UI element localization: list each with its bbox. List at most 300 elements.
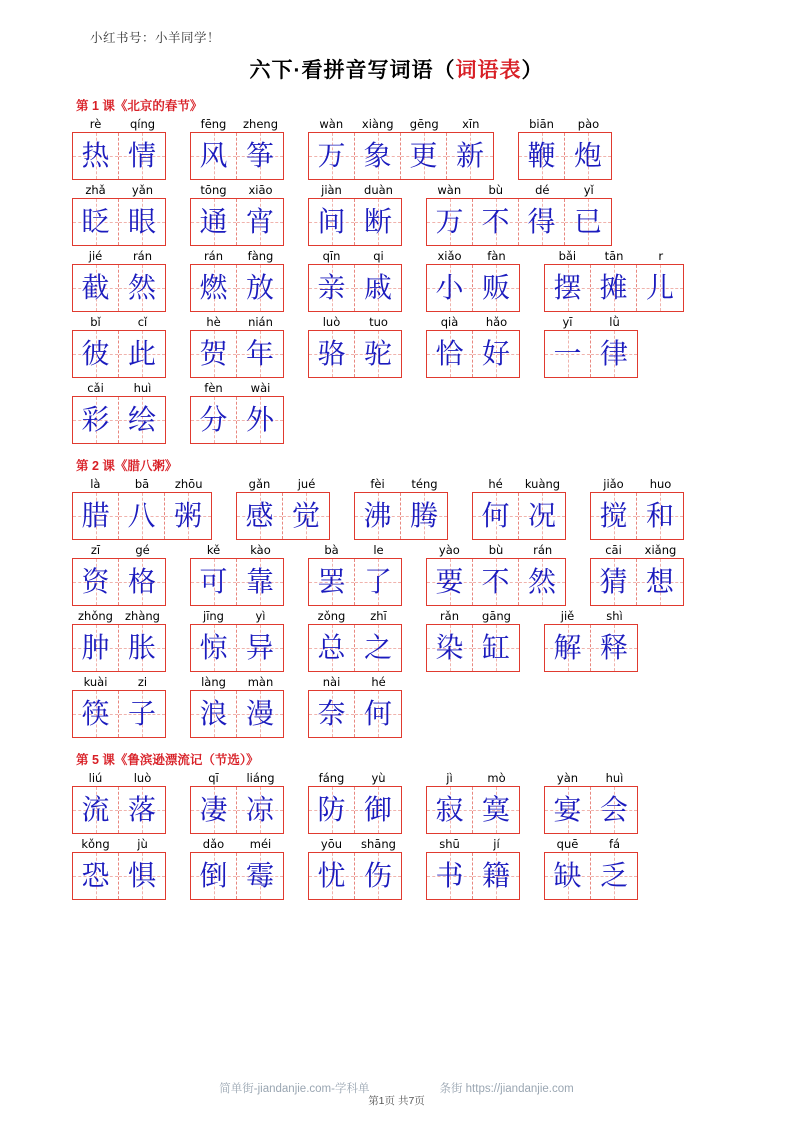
pinyin-syllable: kào bbox=[250, 543, 271, 557]
lesson-block bbox=[48, 96, 745, 444]
character-cell[interactable] bbox=[119, 691, 165, 737]
pinyin-syllable: yàn bbox=[556, 771, 579, 785]
character-cell[interactable] bbox=[119, 787, 165, 833]
character-cell[interactable] bbox=[73, 787, 119, 833]
pinyin-syllable: jié bbox=[88, 249, 103, 263]
character-cell[interactable] bbox=[191, 331, 237, 377]
character-glyph: 分 bbox=[199, 403, 228, 436]
word-row bbox=[48, 770, 745, 834]
pinyin-syllable: hǎo bbox=[485, 315, 508, 329]
character-cell[interactable] bbox=[73, 199, 119, 245]
character-cell[interactable] bbox=[519, 133, 565, 179]
character-cell[interactable] bbox=[237, 853, 283, 899]
character-cell[interactable] bbox=[309, 691, 355, 737]
pinyin-line bbox=[72, 770, 166, 786]
character-glyph: 通 bbox=[199, 205, 228, 238]
character-grid bbox=[518, 132, 612, 180]
word-group bbox=[308, 248, 402, 312]
character-glyph: 肿 bbox=[81, 631, 110, 664]
pinyin-syllable: jiǎo bbox=[603, 477, 624, 491]
character-grid bbox=[590, 492, 684, 540]
pinyin-line bbox=[590, 542, 684, 558]
pinyin-syllable: rè bbox=[89, 117, 102, 131]
character-cell[interactable] bbox=[427, 787, 473, 833]
character-glyph: 腾 bbox=[409, 499, 438, 532]
character-glyph: 贺 bbox=[199, 337, 228, 370]
pinyin-syllable: bā bbox=[134, 477, 150, 491]
character-cell[interactable] bbox=[119, 265, 165, 311]
character-glyph: 热 bbox=[81, 139, 110, 172]
character-cell[interactable] bbox=[191, 853, 237, 899]
character-cell[interactable] bbox=[427, 331, 473, 377]
character-grid bbox=[72, 396, 166, 444]
character-cell[interactable] bbox=[401, 493, 447, 539]
word-row bbox=[48, 248, 745, 312]
character-grid bbox=[190, 624, 284, 672]
character-cell[interactable] bbox=[473, 493, 519, 539]
character-glyph: 彼 bbox=[81, 337, 110, 370]
character-cell[interactable] bbox=[191, 625, 237, 671]
pinyin-line bbox=[308, 674, 402, 690]
word-group bbox=[72, 608, 166, 672]
character-cell[interactable] bbox=[191, 559, 237, 605]
character-glyph: 绘 bbox=[127, 403, 156, 436]
character-glyph: 小 bbox=[435, 271, 464, 304]
pinyin-syllable: hé bbox=[488, 477, 503, 491]
character-glyph: 之 bbox=[363, 631, 392, 664]
character-glyph: 年 bbox=[245, 337, 274, 370]
character-cell[interactable] bbox=[73, 265, 119, 311]
character-cell[interactable] bbox=[237, 133, 283, 179]
pinyin-line bbox=[236, 476, 330, 492]
character-cell[interactable] bbox=[473, 199, 519, 245]
character-cell[interactable] bbox=[119, 397, 165, 443]
character-glyph: 一 bbox=[553, 337, 582, 370]
word-group bbox=[308, 770, 402, 834]
character-cell[interactable] bbox=[447, 133, 493, 179]
character-cell[interactable] bbox=[591, 625, 637, 671]
character-cell[interactable] bbox=[427, 559, 473, 605]
character-glyph: 骆 bbox=[317, 337, 346, 370]
pinyin-syllable: qī bbox=[208, 771, 219, 785]
character-glyph: 情 bbox=[127, 139, 156, 172]
character-glyph: 然 bbox=[127, 271, 156, 304]
character-glyph: 筷 bbox=[81, 697, 110, 730]
pinyin-syllable: bà bbox=[324, 543, 339, 557]
character-glyph: 寂 bbox=[435, 793, 464, 826]
character-cell[interactable] bbox=[309, 625, 355, 671]
character-cell[interactable] bbox=[237, 331, 283, 377]
character-glyph: 象 bbox=[363, 139, 392, 172]
character-glyph: 风 bbox=[199, 139, 228, 172]
footer-right: 条街 https://jiandanjie.com bbox=[439, 1083, 574, 1095]
character-cell[interactable] bbox=[519, 559, 565, 605]
character-cell[interactable] bbox=[119, 493, 165, 539]
word-group bbox=[308, 542, 402, 606]
character-glyph: 新 bbox=[455, 139, 484, 172]
character-cell[interactable] bbox=[73, 625, 119, 671]
pinyin-syllable: shū bbox=[439, 837, 460, 851]
character-grid bbox=[190, 330, 284, 378]
word-group bbox=[590, 542, 684, 606]
pinyin-syllable: qià bbox=[440, 315, 459, 329]
lesson-block bbox=[48, 456, 745, 738]
character-cell[interactable] bbox=[519, 199, 565, 245]
word-group bbox=[426, 836, 520, 900]
character-cell[interactable] bbox=[473, 331, 519, 377]
word-group bbox=[190, 608, 284, 672]
pinyin-syllable: cǐ bbox=[137, 315, 148, 329]
character-glyph: 解 bbox=[553, 631, 582, 664]
word-group bbox=[426, 542, 566, 606]
character-cell[interactable] bbox=[545, 787, 591, 833]
pinyin-line bbox=[426, 836, 520, 852]
pinyin-syllable: hè bbox=[206, 315, 221, 329]
character-cell[interactable] bbox=[355, 559, 401, 605]
character-glyph: 伤 bbox=[363, 859, 392, 892]
character-glyph: 沸 bbox=[363, 499, 392, 532]
pinyin-syllable: bù bbox=[488, 183, 504, 197]
character-cell[interactable] bbox=[309, 265, 355, 311]
character-cell[interactable] bbox=[73, 133, 119, 179]
pinyin-line bbox=[190, 380, 284, 396]
character-cell[interactable] bbox=[165, 493, 211, 539]
pinyin-syllable: lǜ bbox=[609, 315, 620, 329]
character-glyph: 罢 bbox=[317, 565, 346, 598]
character-glyph: 寞 bbox=[481, 793, 510, 826]
pinyin-syllable: rán bbox=[132, 249, 153, 263]
character-cell[interactable] bbox=[191, 199, 237, 245]
pinyin-syllable: rǎn bbox=[439, 609, 460, 623]
account-note: 小红书号：小羊同学！ bbox=[90, 31, 221, 45]
pinyin-syllable: xīn bbox=[462, 117, 480, 131]
pinyin-line bbox=[518, 116, 612, 132]
character-cell[interactable] bbox=[591, 853, 637, 899]
pinyin-line bbox=[190, 770, 284, 786]
character-cell[interactable] bbox=[237, 691, 283, 737]
pinyin-syllable: kě bbox=[206, 543, 221, 557]
character-cell[interactable] bbox=[591, 559, 637, 605]
character-grid bbox=[236, 492, 330, 540]
word-group bbox=[544, 248, 684, 312]
page-title-main: 六下·看拼音写词语（ bbox=[249, 59, 456, 82]
character-cell[interactable] bbox=[355, 331, 401, 377]
character-cell[interactable] bbox=[283, 493, 329, 539]
character-grid bbox=[308, 690, 402, 738]
pinyin-syllable: làng bbox=[201, 675, 226, 689]
word-row bbox=[48, 674, 745, 738]
character-glyph: 彩 bbox=[81, 403, 110, 436]
character-cell[interactable] bbox=[591, 265, 637, 311]
page-title-tail: ） bbox=[521, 59, 544, 82]
character-cell[interactable] bbox=[309, 787, 355, 833]
word-group bbox=[426, 608, 520, 672]
character-glyph: 亲 bbox=[317, 271, 346, 304]
character-cell[interactable] bbox=[191, 265, 237, 311]
character-cell[interactable] bbox=[591, 331, 637, 377]
word-group bbox=[472, 476, 566, 540]
character-grid bbox=[544, 330, 638, 378]
pinyin-syllable: huì bbox=[133, 381, 152, 395]
character-glyph: 可 bbox=[199, 565, 228, 598]
character-glyph: 炮 bbox=[573, 139, 602, 172]
pinyin-syllable: bù bbox=[488, 543, 504, 557]
lesson-header: 第 1 课《北京的春节》 bbox=[76, 99, 203, 113]
pinyin-syllable: tān bbox=[604, 249, 624, 263]
character-glyph: 况 bbox=[527, 499, 556, 532]
character-cell[interactable] bbox=[237, 397, 283, 443]
pinyin-syllable: wài bbox=[250, 381, 271, 395]
pinyin-syllable: xiàng bbox=[361, 117, 394, 131]
pinyin-syllable: rán bbox=[533, 543, 553, 557]
character-grid bbox=[544, 852, 638, 900]
character-cell[interactable] bbox=[191, 787, 237, 833]
character-grid bbox=[426, 624, 520, 672]
character-cell[interactable] bbox=[237, 559, 283, 605]
character-cell[interactable] bbox=[355, 853, 401, 899]
character-cell[interactable] bbox=[191, 691, 237, 737]
character-cell[interactable] bbox=[427, 625, 473, 671]
character-cell[interactable] bbox=[401, 133, 447, 179]
character-cell[interactable] bbox=[191, 133, 237, 179]
character-grid bbox=[72, 852, 166, 900]
word-group bbox=[544, 608, 638, 672]
character-cell[interactable] bbox=[355, 787, 401, 833]
word-group bbox=[190, 380, 284, 444]
character-grid bbox=[426, 330, 520, 378]
pinyin-line bbox=[354, 476, 448, 492]
character-cell[interactable] bbox=[637, 265, 683, 311]
character-cell[interactable] bbox=[191, 397, 237, 443]
character-cell[interactable] bbox=[309, 133, 355, 179]
pinyin-line bbox=[72, 836, 166, 852]
character-grid bbox=[72, 690, 166, 738]
pinyin-line bbox=[544, 608, 638, 624]
character-glyph: 御 bbox=[363, 793, 392, 826]
character-grid bbox=[472, 492, 566, 540]
character-cell[interactable] bbox=[355, 691, 401, 737]
character-glyph: 染 bbox=[435, 631, 464, 664]
pinyin-line bbox=[190, 542, 284, 558]
lesson-header: 第 2 课《腊八粥》 bbox=[76, 459, 178, 473]
character-cell[interactable] bbox=[309, 199, 355, 245]
character-cell[interactable] bbox=[119, 559, 165, 605]
character-glyph: 书 bbox=[435, 859, 464, 892]
pinyin-syllable: là bbox=[90, 477, 101, 491]
pinyin-line bbox=[190, 674, 284, 690]
character-glyph: 觉 bbox=[291, 499, 320, 532]
character-grid bbox=[72, 198, 166, 246]
word-row bbox=[48, 542, 745, 606]
character-glyph: 八 bbox=[127, 499, 156, 532]
character-grid bbox=[308, 558, 402, 606]
character-cell[interactable] bbox=[355, 493, 401, 539]
pinyin-syllable: dé bbox=[535, 183, 550, 197]
character-cell[interactable] bbox=[355, 133, 401, 179]
word-row bbox=[48, 836, 745, 900]
character-cell[interactable] bbox=[473, 625, 519, 671]
character-cell[interactable] bbox=[119, 853, 165, 899]
word-group bbox=[308, 314, 402, 378]
character-cell[interactable] bbox=[473, 559, 519, 605]
character-cell[interactable] bbox=[119, 133, 165, 179]
character-grid bbox=[72, 132, 166, 180]
word-group bbox=[72, 182, 166, 246]
word-group bbox=[190, 770, 284, 834]
character-glyph: 惧 bbox=[127, 859, 156, 892]
character-grid bbox=[308, 198, 402, 246]
character-glyph: 奈 bbox=[317, 697, 346, 730]
character-cell[interactable] bbox=[637, 559, 683, 605]
character-cell[interactable] bbox=[565, 133, 611, 179]
pinyin-line bbox=[544, 248, 684, 264]
character-glyph: 乏 bbox=[599, 859, 628, 892]
character-glyph: 恐 bbox=[81, 859, 110, 892]
word-group bbox=[72, 674, 166, 738]
pinyin-syllable: zǒng bbox=[317, 609, 346, 623]
word-row bbox=[48, 608, 745, 672]
pinyin-line bbox=[190, 836, 284, 852]
word-group bbox=[72, 770, 166, 834]
character-cell[interactable] bbox=[355, 199, 401, 245]
character-cell[interactable] bbox=[237, 265, 283, 311]
character-glyph: 断 bbox=[363, 205, 392, 238]
character-grid bbox=[72, 492, 212, 540]
word-group bbox=[190, 182, 284, 246]
character-grid bbox=[426, 198, 612, 246]
pinyin-line bbox=[308, 608, 402, 624]
pinyin-syllable: fàn bbox=[487, 249, 506, 263]
word-row bbox=[48, 476, 745, 540]
character-glyph: 贩 bbox=[481, 271, 510, 304]
character-cell[interactable] bbox=[119, 625, 165, 671]
character-grid bbox=[72, 558, 166, 606]
character-cell[interactable] bbox=[591, 787, 637, 833]
character-cell[interactable] bbox=[545, 625, 591, 671]
character-cell[interactable] bbox=[473, 853, 519, 899]
character-grid bbox=[426, 264, 520, 312]
word-group bbox=[544, 314, 638, 378]
pinyin-line bbox=[308, 116, 494, 132]
word-group bbox=[72, 542, 166, 606]
character-cell[interactable] bbox=[237, 625, 283, 671]
character-cell[interactable] bbox=[73, 559, 119, 605]
character-glyph: 好 bbox=[481, 337, 510, 370]
character-cell[interactable] bbox=[565, 199, 611, 245]
character-cell[interactable] bbox=[73, 493, 119, 539]
pinyin-syllable: yì bbox=[255, 609, 266, 623]
character-glyph: 籍 bbox=[481, 859, 510, 892]
character-cell[interactable] bbox=[637, 493, 683, 539]
character-cell[interactable] bbox=[119, 331, 165, 377]
character-cell[interactable] bbox=[237, 787, 283, 833]
character-cell[interactable] bbox=[473, 265, 519, 311]
character-glyph: 驼 bbox=[363, 337, 392, 370]
character-cell[interactable] bbox=[355, 625, 401, 671]
character-cell[interactable] bbox=[545, 331, 591, 377]
pinyin-line bbox=[72, 476, 212, 492]
character-glyph: 然 bbox=[527, 565, 556, 598]
character-cell[interactable] bbox=[237, 493, 283, 539]
pinyin-syllable: zhī bbox=[370, 609, 387, 623]
pinyin-syllable: fàng bbox=[247, 249, 274, 263]
character-grid bbox=[190, 786, 284, 834]
character-cell[interactable] bbox=[309, 853, 355, 899]
word-group bbox=[544, 836, 638, 900]
word-group bbox=[544, 770, 638, 834]
character-cell[interactable] bbox=[119, 199, 165, 245]
character-cell[interactable] bbox=[73, 331, 119, 377]
pinyin-line bbox=[190, 314, 284, 330]
footer-left: 简单街-jiandanjie.com-学科单 bbox=[219, 1083, 370, 1095]
character-cell[interactable] bbox=[427, 199, 473, 245]
pinyin-line bbox=[426, 770, 520, 786]
character-glyph: 了 bbox=[363, 565, 392, 598]
word-group bbox=[308, 116, 494, 180]
character-cell[interactable] bbox=[73, 853, 119, 899]
character-glyph: 缸 bbox=[481, 631, 510, 664]
character-glyph: 感 bbox=[245, 499, 274, 532]
character-glyph: 燃 bbox=[199, 271, 228, 304]
character-glyph: 外 bbox=[245, 403, 274, 436]
character-glyph: 万 bbox=[317, 139, 346, 172]
pinyin-line bbox=[426, 182, 612, 198]
character-cell[interactable] bbox=[427, 265, 473, 311]
character-cell[interactable] bbox=[73, 397, 119, 443]
character-cell[interactable] bbox=[73, 691, 119, 737]
character-grid bbox=[426, 786, 520, 834]
word-group bbox=[190, 314, 284, 378]
pinyin-syllable: méi bbox=[249, 837, 272, 851]
character-cell[interactable] bbox=[545, 853, 591, 899]
pinyin-syllable: dǎo bbox=[202, 837, 225, 851]
page-number: 第1页 共7页 bbox=[368, 1095, 425, 1107]
pinyin-syllable: gé bbox=[135, 543, 150, 557]
character-cell[interactable] bbox=[427, 853, 473, 899]
character-grid bbox=[190, 396, 284, 444]
lessons-container bbox=[48, 96, 745, 900]
character-grid bbox=[544, 264, 684, 312]
character-cell[interactable] bbox=[591, 493, 637, 539]
character-grid bbox=[354, 492, 448, 540]
character-cell[interactable] bbox=[309, 559, 355, 605]
pinyin-syllable: zhōu bbox=[174, 477, 203, 491]
pinyin-syllable: zī bbox=[90, 543, 101, 557]
pinyin-syllable: jí bbox=[493, 837, 500, 851]
character-glyph: 何 bbox=[363, 697, 392, 730]
pinyin-syllable: kuàng bbox=[524, 477, 561, 491]
character-cell[interactable] bbox=[237, 199, 283, 245]
pinyin-line bbox=[544, 314, 638, 330]
pinyin-syllable: gēng bbox=[409, 117, 439, 131]
pinyin-syllable: nián bbox=[248, 315, 273, 329]
pinyin-syllable: fèi bbox=[370, 477, 385, 491]
character-cell[interactable] bbox=[473, 787, 519, 833]
character-grid bbox=[72, 786, 166, 834]
pinyin-syllable: zheng bbox=[243, 117, 278, 131]
character-glyph: 万 bbox=[435, 205, 464, 238]
character-cell[interactable] bbox=[519, 493, 565, 539]
character-cell[interactable] bbox=[545, 265, 591, 311]
character-cell[interactable] bbox=[309, 331, 355, 377]
character-cell[interactable] bbox=[355, 265, 401, 311]
character-glyph: 粥 bbox=[173, 499, 202, 532]
character-glyph: 眼 bbox=[127, 205, 156, 238]
pinyin-syllable: wàn bbox=[319, 117, 344, 131]
pinyin-syllable: liú bbox=[88, 771, 103, 785]
word-group bbox=[518, 116, 612, 180]
character-glyph: 异 bbox=[245, 631, 274, 664]
